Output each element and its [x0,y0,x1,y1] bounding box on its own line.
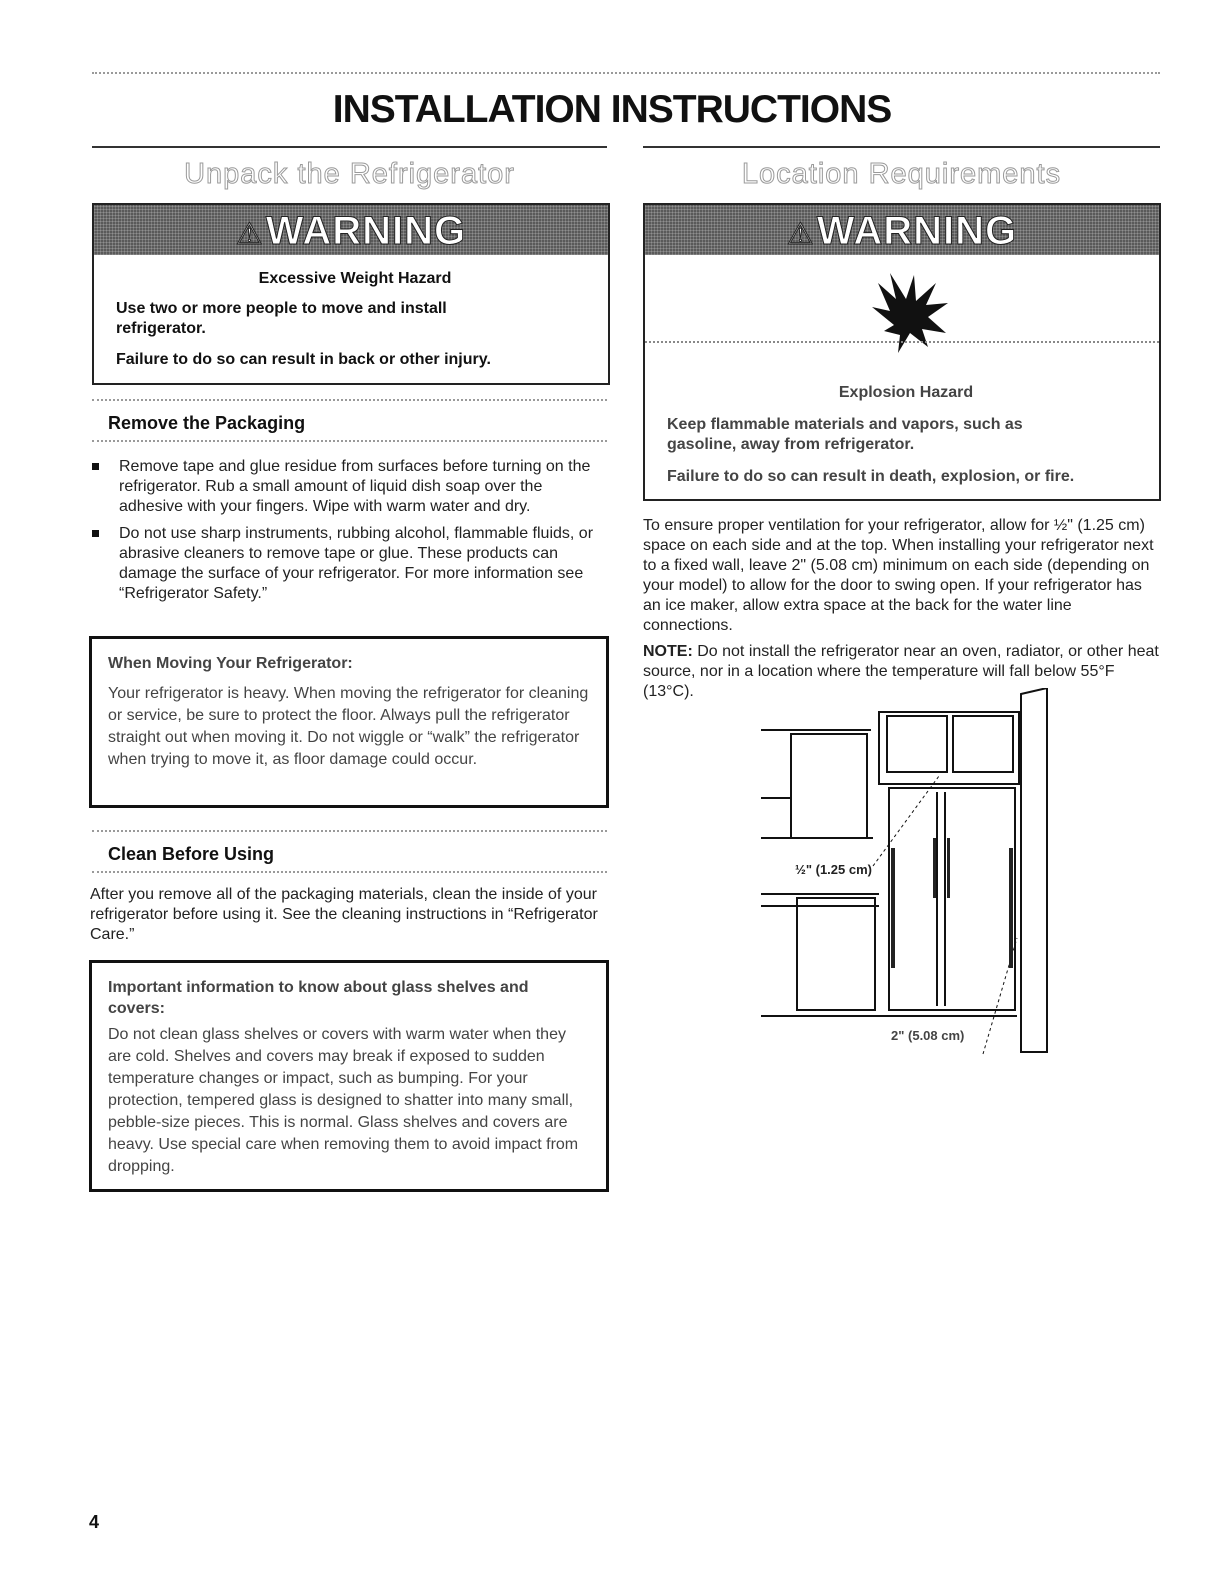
clearance-label-top: ½" (1.25 cm) [795,862,872,877]
weight-hazard-warning [92,203,610,385]
remove-packaging-heading: Remove the Packaging [108,413,306,433]
warning-label: WARNING [816,209,1018,253]
warning-line-2: Failure to do so can result in death, explosion, or fire. [667,468,1075,485]
clean-before-using-heading: Clean Before Using [108,844,275,864]
list-item [92,457,602,517]
explosion-icon [870,269,950,357]
glass-box-body: Do not clean glass shelves or covers with warm water when they are cold. Shelves and covers may break if exposed to sudden temperature changes or impact, such as bumping. For your protection, tempered glass is designed to shatter into many small, pebble-size pieces. This is normal. Glass shelves and covers are heavy. Use special care when removing them to avoid impact from dropping. [108,1026,579,1175]
right-section-title: Location Requirements [741,158,1062,190]
warning-label-wrap [787,209,1017,254]
warning-hazard-title: Explosion Hazard [838,384,974,401]
bullet-text: Do not use sharp instruments, rubbing alcohol, flammable fluids, or abrasive cleaners to remove tape or glue. These products can damage the surface of your refrigerator. For more information see “Refrigerator Safety.” [119,525,594,602]
left-column-rule [92,146,607,148]
warning-banner [645,205,1159,255]
bullet-text: Remove tape and glue residue from surfaces before turning on the refrigerator. Rub a small amount of liquid dish soap over the adhesive with your fingers. Wipe with warm water and dry. [119,458,591,515]
warning-line-1: Use two or more people to move and install refrigerator. [116,300,447,337]
explosion-hazard-warning [643,203,1161,501]
warning-label-wrap [236,209,466,254]
dotted-divider [92,830,607,832]
page-number: 4 [89,1512,100,1532]
packaging-bullet-list [92,457,602,611]
clearance-label-bottom: 2" (5.08 cm) [891,1028,965,1043]
warning-line-2: Failure to do so can result in back or other injury. [116,351,491,368]
moving-box-title: When Moving Your Refrigerator: [108,655,353,672]
moving-box-body: Your refrigerator is heavy. When moving the refrigerator for cleaning or service, be sure to protect the floor. Always pull the refrigerator straight out when moving it. Do not wiggle or “walk” the refrigerator when trying to move it, as floor damage could occur. [108,685,589,768]
warning-divider [645,341,1159,343]
warning-triangle-icon: ⚠ [235,218,264,251]
bullet-square-icon [92,530,99,537]
warning-hazard-title: Excessive Weight Hazard [258,270,452,287]
top-dotted-rule [92,72,1160,74]
warning-label: WARNING [265,209,467,253]
note-label: NOTE: [643,643,693,660]
left-section-title: Unpack the Refrigerator [184,158,515,190]
glass-box-title: Important information to know about glass shelves and covers: [108,979,529,1017]
ventilation-text: To ensure proper ventilation for your refrigerator, allow for ½" (1.25 cm) space on each side and at the top. When installing your refrigerator next to a fixed wall, leave 2" (5.08 cm) minimum on each side (depending on your model) to allow for the door to swing open. If your refrigerator has an ice maker, allow extra space at the back for the water line connections. [643,517,1154,634]
warning-line-1: Keep flammable materials and vapors, such as gasoline, away from refrigerator. [667,416,1023,453]
clean-before-using-text: After you remove all of the packaging materials, clean the inside of your refrigerator before using it. See the cleaning instructions in “Refrigerator Care.” [90,886,598,943]
dotted-divider [92,440,607,442]
dotted-divider [92,871,607,873]
page-title: INSTALLATION INSTRUCTIONS [332,88,892,131]
bullet-square-icon [92,463,99,470]
refrigerator-clearance-diagram [755,688,1055,1060]
right-column-rule [643,146,1160,148]
list-item [92,524,602,604]
glass-shelves-box [89,960,609,1192]
dotted-divider [92,399,607,401]
note-text: Do not install the refrigerator near an oven, radiator, or other heat source, nor in a location where the temperature will fall below 55°F (13°C). [643,643,1159,700]
moving-refrigerator-box [89,636,609,808]
warning-triangle-icon: ⚠ [786,218,815,251]
warning-banner [94,205,608,255]
